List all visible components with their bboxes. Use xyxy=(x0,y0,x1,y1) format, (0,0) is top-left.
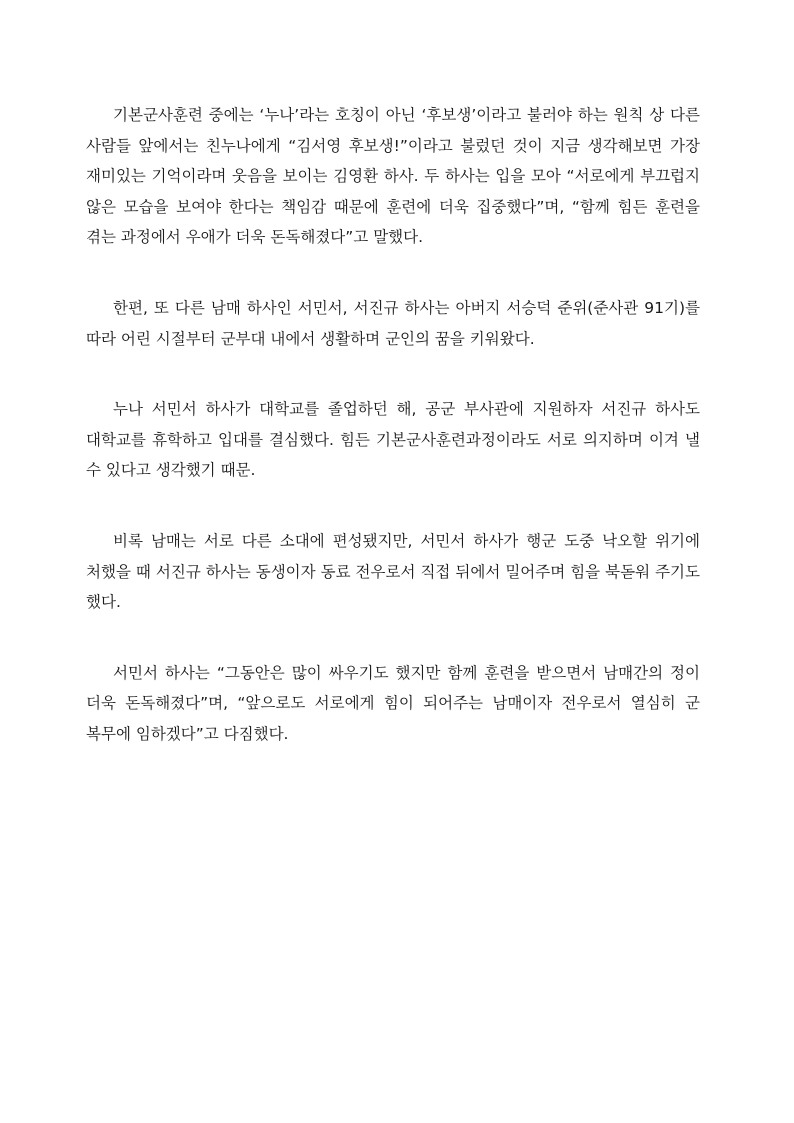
document-body xyxy=(86,100,700,790)
paragraph-1: 기본군사훈련 중에는 ‘누나’라는 호칭이 아닌 ‘후보생’이라고 불러야 하는 원칙 상 다른 사람들 앞에서는 친누나에게 “김서영 후보생!”이라고 불렀던 것이 지금 생각해보면 가장 재미있는 기억이라며 웃음을 보이는 김영환 하사. 두 하사는 입을 모아 “서로에게 부끄럽지 않은 모습을 보여야 한다는 책임감 때문에 훈련에 더욱 집중했다”며, “함께 힘든 훈련을 겪는 과정에서 우애가 더욱 돈독해졌다”고 말했다. xyxy=(86,106,700,247)
paragraph-3: 누나 서민서 하사가 대학교를 졸업하던 해, 공군 부사관에 지원하자 서진규 하사도 대학교를 휴학하고 입대를 결심했다. 힘든 기본군사훈련과정이라도 서로 의지하며 이겨 낼 수 있다고 생각했기 때문. xyxy=(86,400,700,480)
paragraph-2: 한편, 또 다른 남매 하사인 서민서, 서진규 하사는 아버지 서승덕 준위(준사관 91기)를 따라 어린 시절부터 군부대 내에서 생활하며 군인의 꿈을 키워왔다. xyxy=(86,298,700,348)
paragraph-5: 서민서 하사는 “그동안은 많이 싸우기도 했지만 함께 훈련을 받으면서 남매간의 정이 더욱 돈독해졌다”며, “앞으로도 서로에게 힘이 되어주는 남매이자 전우로서 열심히 군 복무에 임하겠다”고 다짐했다. xyxy=(86,663,700,743)
paragraph-4: 비록 남매는 서로 다른 소대에 편성됐지만, 서민서 하사가 행군 도중 낙오할 위기에 처했을 때 서진규 하사는 동생이자 동료 전우로서 직접 뒤에서 밀어주며 힘을 북돋워 주기도 했다. xyxy=(86,531,700,612)
